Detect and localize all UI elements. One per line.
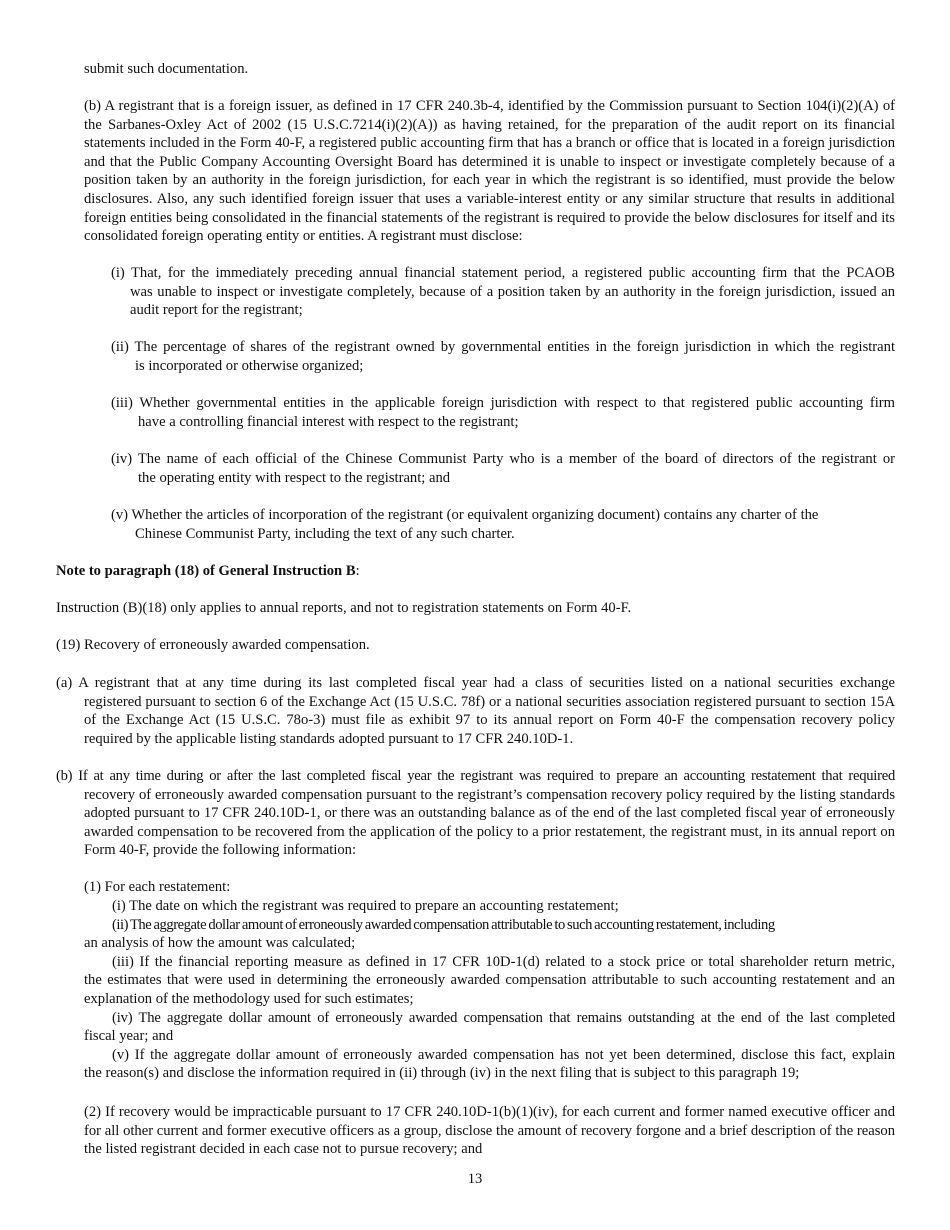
para-continuation: recovery of erroneously awarded compensation pursuant to the registrant’s compensation recovery policy required by the listing standards adopted pursuant to 17 CFR 240.10D-1, or there was an outstanding balance as of the end of the last completed fiscal year of erroneously awarded compensation to be recovered from the application of the policy to a prior restatement, the registrant must, in its annual report on Form 40-F, provide the following information: [84, 786, 895, 859]
paragraph-19a [56, 674, 895, 748]
restatement-item-v-rest: the reason(s) and disclose the information required in (ii) through (iv) in the next filing that is subject to this paragraph 19; [84, 1065, 800, 1082]
disclosure-item-ii [111, 338, 895, 375]
item-first-line: (i) That, for the immediately preceding annual financial statement period, a registered public accounting firm that the PCAOB [111, 265, 895, 281]
restatement-item-ii-rest: an analysis of how the amount was calculated; [84, 935, 356, 952]
restatement-item-iv-first: (iv) The aggregate dollar amount of erroneously awarded compensation that remains outstanding at the end of the last completed [112, 1009, 895, 1026]
disclosure-item-i [111, 264, 895, 320]
continuation-line: submit such documentation. [84, 61, 249, 77]
item-continuation: the operating entity with respect to the registrant; and [138, 469, 451, 486]
note-colon: : [355, 563, 360, 579]
note-text: Instruction (B)(18) only applies to annual reports, and not to registration statements on Form 40-F. [56, 600, 632, 616]
paragraph-b: (b) A registrant that is a foreign issuer, as defined in 17 CFR 240.3b-4, identified by the Commission pursuant to Section 104(i)(2)(A) of the Sarbanes-Oxley Act of 2002 (15 U.S.C.7214(i)(2)(A)) as having retained, for the preparation of the audit report on its financial statements included in the Form 40-F, a registered public accounting firm that has a branch or office that is located in a foreign jurisdiction and that the Public Company Accounting Oversight Board has determined it is unable to inspect or investigate completely because of a position taken by an authority in the foreign jurisdiction, for each year in which the registrant is so identified, must provide the below disclosures. Also, any such identified foreign issuer that uses a variable-interest entity or any similar structure that results in additional foreign entities being consolidated in the financial statements of the registrant is required to provide the below disclosures for itself and its consolidated foreign operating entity or entities. A registrant must disclose: [84, 98, 895, 245]
note-heading-line [56, 562, 896, 581]
item-continuation: have a controlling financial interest with respect to the registrant; [138, 413, 519, 430]
restatement-item-v-first: (v) If the aggregate dollar amount of erroneously awarded compensation has not yet been determined, disclose this fact, explain [112, 1046, 895, 1063]
item-continuation: is incorporated or otherwise organized; [135, 357, 364, 374]
item-first-line: (v) Whether the articles of incorporation of the registrant (or equivalent organizing document) contains any charter of the [111, 507, 819, 523]
disclosure-item-iv [111, 450, 895, 487]
sub-2-paragraph: (2) If recovery would be impracticable pursuant to 17 CFR 240.10D-1(b)(1)(iv), for each current and former named executive officer and for all other current and former executive officers as a group, disclose the amount of recovery forgone and a brief description of the reason the listed registrant decided in each case not to pursue recovery; and [84, 1104, 895, 1158]
restatement-items [84, 897, 895, 1083]
para-first-line: (b) If at any time during or after the last completed fiscal year the registrant was required to prepare an accounting restatement that required [56, 768, 895, 784]
restatement-item-iv-rest: fiscal year; and [84, 1028, 174, 1045]
item-continuation: was unable to inspect or investigate completely, because of a position taken by an authority in the foreign jurisdiction, issued an audit report for the registrant; [130, 283, 895, 319]
para-continuation: registered pursuant to section 6 of the Exchange Act (15 U.S.C. 78f) or a national securities association registered pursuant to section 15A of the Exchange Act (15 U.S.C. 78o-3) must file as exhibit 97 to its annual report on Form 40-F the compensation recovery policy required by the applicable listing standards adopted pursuant to 17 CFR 240.10D-1. [84, 693, 895, 747]
disclosure-item-iii [111, 394, 895, 431]
item-first-line: (iii) Whether governmental entities in the applicable foreign jurisdiction with respect to that registered public accounting firm [111, 395, 895, 411]
restatement-item-iii-rest: the estimates that were used in determining the erroneously awarded compensation attributable to such accounting restatement and an explanation of the methodology used for such estimates; [84, 972, 895, 1007]
item-first-line: (iv) The name of each official of the Chinese Communist Party who is a member of the board of directors of the registrant or [111, 451, 895, 467]
paragraph-19b [56, 767, 895, 860]
item-continuation: Chinese Communist Party, including the text of any such charter. [135, 525, 515, 542]
para-first-line: (a) A registrant that at any time during its last completed fiscal year had a class of securities listed on a national securities exchange [56, 675, 895, 691]
restatement-item-i: (i) The date on which the registrant was required to prepare an accounting restatement; [112, 898, 619, 914]
restatement-item-ii-first: (ii) The aggregate dollar amount of erroneously awarded compensation attributable to such accounting restatement, including [112, 916, 775, 933]
sub-1-heading: (1) For each restatement: [84, 879, 231, 895]
restatement-item-iii-first: (iii) If the financial reporting measure as defined in 17 CFR 10D-1(d) related to a stock price or total shareholder return metric, [112, 953, 895, 970]
note-heading: Note to paragraph (18) of General Instruction B [56, 563, 356, 579]
page-number: 13 [467, 1171, 483, 1187]
disclosure-item-v [111, 506, 895, 543]
section-19-heading: (19) Recovery of erroneously awarded compensation. [56, 637, 370, 653]
item-first-line: (ii) The percentage of shares of the registrant owned by governmental entities in the foreign jurisdiction in which the registrant [111, 339, 895, 355]
